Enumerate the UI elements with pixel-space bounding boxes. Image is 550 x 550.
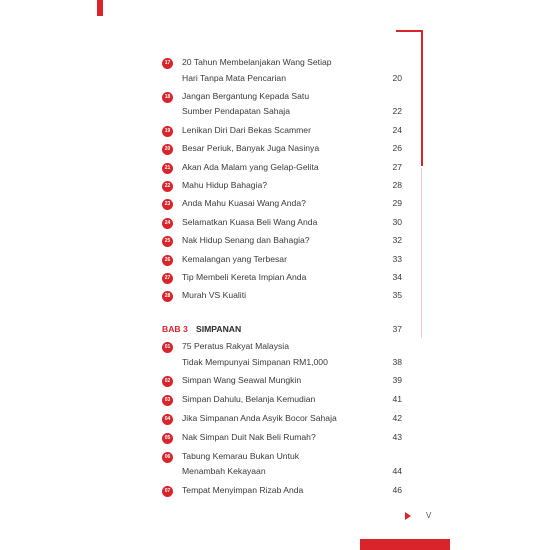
entry-title-line: Simpan Dahulu, Belanja Kemudian — [182, 394, 316, 405]
entry-title-line: Nak Hidup Senang dan Bahagia? — [182, 235, 310, 246]
entry-number-badge: 25 — [162, 236, 173, 247]
entry-title-line: Selamatkan Kuasa Beli Wang Anda — [182, 216, 318, 227]
entry-page-number: 46 — [392, 484, 402, 495]
section-chapter-label: BAB 3 — [162, 324, 188, 334]
entry-number-badge: 03 — [162, 395, 173, 406]
entry-page-number: 41 — [392, 394, 402, 405]
entry-number-badge: 19 — [162, 126, 173, 137]
entry-page-number: 39 — [392, 375, 402, 386]
entry-page-number: 42 — [392, 412, 402, 423]
arrow-right-icon — [405, 512, 411, 520]
entry-page-number: 20 — [392, 72, 402, 83]
entry-title-line: Jangan Bergantung Kepada Satu — [182, 90, 310, 101]
entry-number-badge: 02 — [162, 376, 173, 387]
entry-title-line: Hari Tanpa Mata Pencarian — [182, 72, 286, 83]
bottom-accent-bar — [360, 539, 450, 550]
entry-title-line: Mahu Hidup Bahagia? — [182, 180, 268, 190]
entry-page-number: 24 — [392, 124, 402, 135]
entry-page-number: 29 — [392, 198, 402, 209]
entry-title-line: Tempat Menyimpan Rizab Anda — [182, 484, 304, 495]
entry-number-badge: 28 — [162, 291, 173, 302]
section-heading — [162, 322, 402, 338]
entry-title-line: Murah VS Kualiti — [182, 290, 247, 301]
entry-title-line: Sumber Pendapatan Sahaja — [182, 106, 290, 117]
entry-title-line: 20 Tahun Membelanjakan Wang Setiap — [182, 57, 332, 67]
entry-title-line: Besar Periuk, Banyak Juga Nasinya — [182, 143, 320, 154]
footer-page-number: V — [426, 511, 432, 520]
entry-page-number: 44 — [392, 466, 402, 476]
entry-page-number: 28 — [392, 180, 402, 190]
entry-title-line: Kemalangan yang Terbesar — [182, 253, 287, 264]
entry-page-number: 38 — [392, 356, 402, 367]
entry-page-number: 43 — [392, 431, 402, 442]
entry-page-number: 26 — [392, 143, 402, 154]
entry-number-badge: 23 — [162, 199, 173, 210]
entry-title-line: Tip Membeli Kereta Impian Anda — [182, 272, 307, 282]
section-page-number: 37 — [392, 324, 402, 334]
entry-page-number: 27 — [392, 161, 402, 172]
entry-number-badge: 07 — [162, 486, 173, 497]
entry-title-line: Menambah Kekayaan — [182, 466, 266, 476]
entry-number-badge: 01 — [162, 342, 173, 353]
entry-number-badge: 04 — [162, 414, 173, 425]
entry-title-line: Simpan Wang Seawal Mungkin — [182, 375, 302, 386]
entry-number-badge: 20 — [162, 144, 173, 155]
entry-number-badge: 27 — [162, 273, 173, 284]
entry-title-line: Anda Mahu Kuasai Wang Anda? — [182, 198, 306, 209]
entry-number-badge: 06 — [162, 452, 173, 463]
entry-page-number: 30 — [392, 216, 402, 227]
entry-page-number: 22 — [392, 106, 402, 117]
entry-title-line: Jika Simpanan Anda Asyik Bocor Sahaja — [182, 412, 337, 423]
entry-title-line: Lenikan Diri Dari Bekas Scammer — [182, 124, 311, 135]
entry-page-number: 33 — [392, 253, 402, 264]
entry-number-badge: 21 — [162, 163, 173, 174]
entry-number-badge: 05 — [162, 433, 173, 444]
entry-page-number: 34 — [392, 272, 402, 282]
entry-number-badge: 18 — [162, 92, 173, 103]
section-title: SIMPANAN — [196, 324, 242, 334]
entry-page-number: 35 — [392, 290, 402, 301]
entry-number-badge: 17 — [162, 58, 173, 69]
entry-title-line: Akan Ada Malam yang Gelap-Gelita — [182, 161, 319, 172]
entry-title-line: 75 Peratus Rakyat Malaysia — [182, 341, 289, 351]
entry-number-badge: 26 — [162, 255, 173, 266]
entry-title-line: Tabung Kemarau Bukan Untuk — [182, 450, 300, 461]
entry-number-badge: 22 — [162, 181, 173, 192]
entry-page-number: 32 — [392, 235, 402, 246]
entry-number-badge: 24 — [162, 218, 173, 229]
entry-title-line: Tidak Mempunyai Simpanan RM1,000 — [182, 356, 328, 367]
entry-title-line: Nak Simpan Duit Nak Beli Rumah? — [182, 431, 316, 442]
